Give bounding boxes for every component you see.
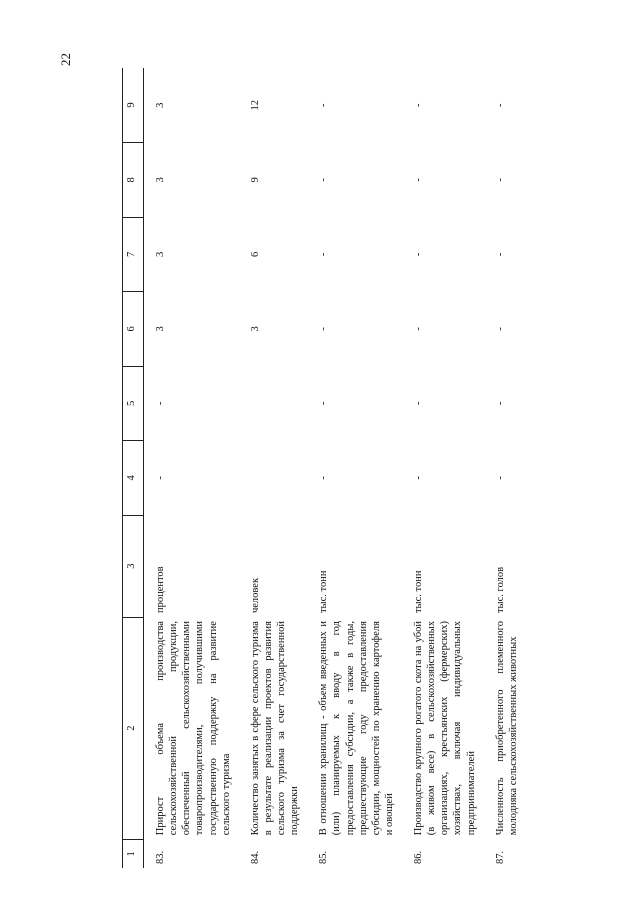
value-cell: - xyxy=(413,252,424,257)
indicator-name: В отношении хранилищ - объем введенных и (или) планируемых к вводу в год предоставления субсидии, а также в годы, предшествующие году предоставления субсидии, мощностей по хранению картофеля и овощей xyxy=(318,621,395,836)
column-header: 7 xyxy=(123,217,144,292)
value-cell: - xyxy=(155,401,166,406)
unit-cell: человек xyxy=(249,577,261,614)
unit-cell: процентов xyxy=(155,566,166,614)
indicator-name: Прирост объема производства сельскохозяйственной продукции, обеспеченный сельскохозяйственными товаропроизводителями, получившими государственную поддержку на развитие сельского туризма xyxy=(155,621,232,836)
table-row xyxy=(144,68,239,868)
row-number: 86. xyxy=(413,850,424,864)
column-header: 5 xyxy=(123,366,144,441)
unit-cell: тыс. тонн xyxy=(318,570,330,614)
row-number: 85. xyxy=(318,850,330,864)
value-cell: - xyxy=(413,103,424,108)
rotated-table-wrapper xyxy=(122,68,582,868)
indicator-name: Численность приобретенного племенного молодняка сельскохозяйственных животных xyxy=(494,621,519,836)
table-row xyxy=(484,68,526,868)
value-cell: - xyxy=(318,476,330,480)
value-cell: - xyxy=(413,401,424,406)
value-cell: 3 xyxy=(155,251,166,257)
value-cell: 3 xyxy=(249,326,261,332)
indicator-name: Количество занятых в сфере сельского туризма в результате реализации проектов развития сельского туризма за счет государственной поддержки xyxy=(249,621,301,836)
row-number: 83. xyxy=(155,850,166,864)
indicators-table xyxy=(122,68,526,868)
value-cell: 6 xyxy=(249,251,261,257)
value-cell: - xyxy=(413,476,424,480)
column-header: 2 xyxy=(123,617,144,839)
value-cell: 9 xyxy=(249,177,261,183)
column-header: 4 xyxy=(123,441,144,516)
column-header: 8 xyxy=(123,143,144,218)
value-cell: 3 xyxy=(155,326,166,332)
value-cell: 12 xyxy=(249,100,261,111)
row-number: 84. xyxy=(249,850,261,864)
value-cell: - xyxy=(318,401,330,406)
value-cell: - xyxy=(155,476,166,480)
value-cell: 3 xyxy=(155,177,166,183)
value-cell: - xyxy=(494,178,506,182)
table-row xyxy=(239,68,308,868)
value-cell: 3 xyxy=(155,102,166,108)
column-header: 9 xyxy=(123,68,144,143)
unit-cell: тыс. тонн xyxy=(413,570,424,614)
page-number: 22 xyxy=(58,53,73,66)
value-cell xyxy=(239,441,308,516)
column-header-row xyxy=(123,68,144,868)
table-row xyxy=(307,68,402,868)
value-cell: - xyxy=(318,252,330,257)
indicator-name: Производство крупного рогатого скота на убой (в живом весе) в сельскохозяйственных организациях, крестьянских (фермерских) хозяйствах, включая индивидуальных предпринимателей xyxy=(413,621,477,836)
column-header: 6 xyxy=(123,292,144,367)
value-cell: - xyxy=(494,401,506,406)
value-cell xyxy=(239,366,308,441)
value-cell: - xyxy=(413,178,424,182)
value-cell: - xyxy=(494,327,506,331)
value-cell: - xyxy=(413,327,424,331)
unit-cell: тыс. голов xyxy=(494,566,506,614)
value-cell: - xyxy=(494,252,506,257)
value-cell: - xyxy=(494,476,506,480)
value-cell: - xyxy=(318,178,330,182)
value-cell: - xyxy=(318,327,330,331)
value-cell: - xyxy=(318,103,330,108)
column-header: 3 xyxy=(123,515,144,617)
value-cell: - xyxy=(494,103,506,108)
row-number: 87. xyxy=(494,850,506,864)
column-header: 1 xyxy=(123,839,144,868)
table-row xyxy=(402,68,484,868)
